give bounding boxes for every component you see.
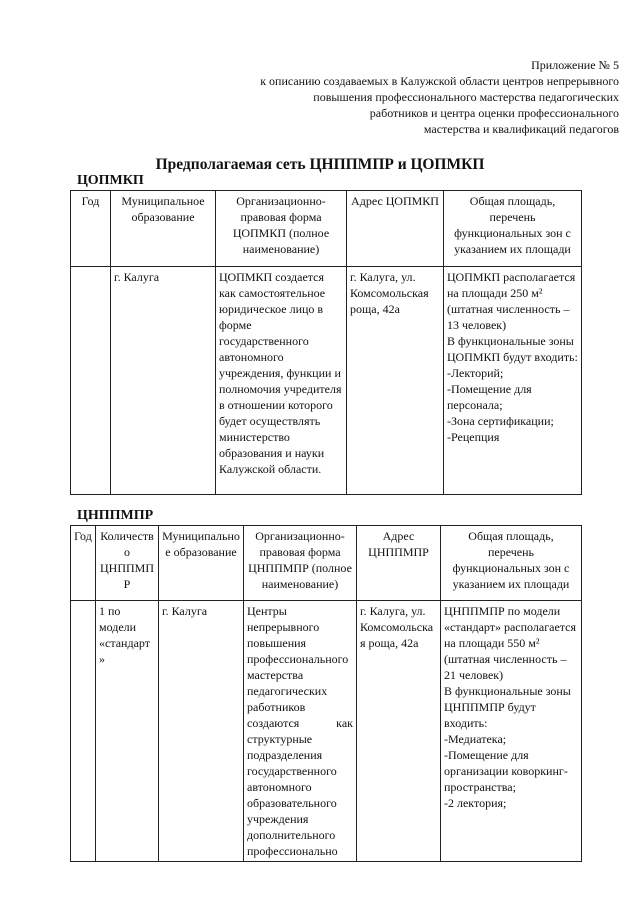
cell-area <box>444 267 582 495</box>
area-line: -Медиатека; <box>444 732 507 746</box>
cell-form: ЦОПМКП создается как самостоятельное юридическое лицо в форме государственного автономного учреждения, функции и полномочия учредителя в отношении которого будет осуществлять министерство образования и науки Калужской области. <box>216 267 347 495</box>
annex-number: Приложение № 5 <box>531 58 619 72</box>
section-heading-copmkp: ЦОПМКП <box>77 173 144 188</box>
header-cell-count: Количество ЦНППМПР <box>96 526 159 601</box>
section-heading-cnppmpr: ЦНППМПР <box>77 508 154 523</box>
cell-municipality: г. Калуга <box>111 267 216 495</box>
header-cell-form: Организационно-правовая форма ЦНППМПР (полное наименование) <box>244 526 357 601</box>
area-line: ЦОПМКП располагается на площади 250 м² <box>447 270 576 300</box>
area-line: (штатная численность – 21 человек) <box>444 652 567 682</box>
area-line: -Рецепция <box>447 430 500 444</box>
area-line: -2 лектория; <box>444 796 507 810</box>
cell-address: г. Калуга, ул. Комсомольская роща, 42а <box>357 601 441 862</box>
header-cell-area: Общая площадь, перечень функциональных зон с указанием их площади <box>444 191 582 267</box>
area-line: -Зона сертификации; <box>447 414 554 428</box>
table-header-row <box>71 191 582 267</box>
cell-year <box>71 267 111 495</box>
area-line: В функциональные зоны ЦОПМКП будут входить: <box>447 334 578 364</box>
area-line: -Лекторий; <box>447 366 504 380</box>
table-row <box>71 601 582 862</box>
header-cell-municipality: Муниципальное образование <box>159 526 244 601</box>
page-title: Предполагаемая сеть ЦНППМПР и ЦОПМКП <box>155 156 485 173</box>
cell-year <box>71 601 96 862</box>
area-line: -Помещение для организации коворкинг-пространства; <box>444 748 568 794</box>
header-cell-municipality: Муниципальное образование <box>111 191 216 267</box>
cell-area <box>441 601 582 862</box>
header-cell-form: Организационно-правовая форма ЦОПМКП (полное наименование) <box>216 191 347 267</box>
area-line: (штатная численность – 13 человек) <box>447 302 570 332</box>
cell-address: г. Калуга, ул. Комсомольская роща, 42а <box>347 267 444 495</box>
annex-header <box>199 57 619 137</box>
cnppmpr-table <box>70 525 582 862</box>
annex-text-line: к описанию создаваемых в Калужской области центров непрерывного <box>260 74 619 88</box>
header-cell-address: Адрес ЦОПМКП <box>347 191 444 267</box>
annex-text-line: мастерства и квалификаций педагогов <box>423 122 619 136</box>
annex-text-line: работников и центра оценки профессионального <box>369 106 619 120</box>
header-cell-address: Адрес ЦНППМПР <box>357 526 441 601</box>
table-header-row <box>71 526 582 601</box>
header-cell-year: Год <box>71 526 96 601</box>
copmkp-table <box>70 190 582 495</box>
header-cell-area: Общая площадь, перечень функциональных зон с указанием их площади <box>441 526 582 601</box>
cell-form: Центры непрерывного повышения профессионального мастерства педагогических работников создаются как структурные подразделения государственного автономного образовательного учреждения дополнительного профессионально <box>244 601 357 862</box>
table-row <box>71 267 582 495</box>
cell-count: 1 по модели «стандарт» <box>96 601 159 862</box>
area-line: В функциональные зоны ЦНППМПР будут входить: <box>444 684 571 730</box>
area-line: ЦНППМПР по модели «стандарт» располагается на площади 550 м² <box>444 604 577 650</box>
area-line: -Помещение для персонала; <box>447 382 532 412</box>
cell-municipality: г. Калуга <box>159 601 244 862</box>
annex-text-line: повышения профессионального мастерства педагогических <box>313 90 619 104</box>
header-cell-year: Год <box>71 191 111 267</box>
